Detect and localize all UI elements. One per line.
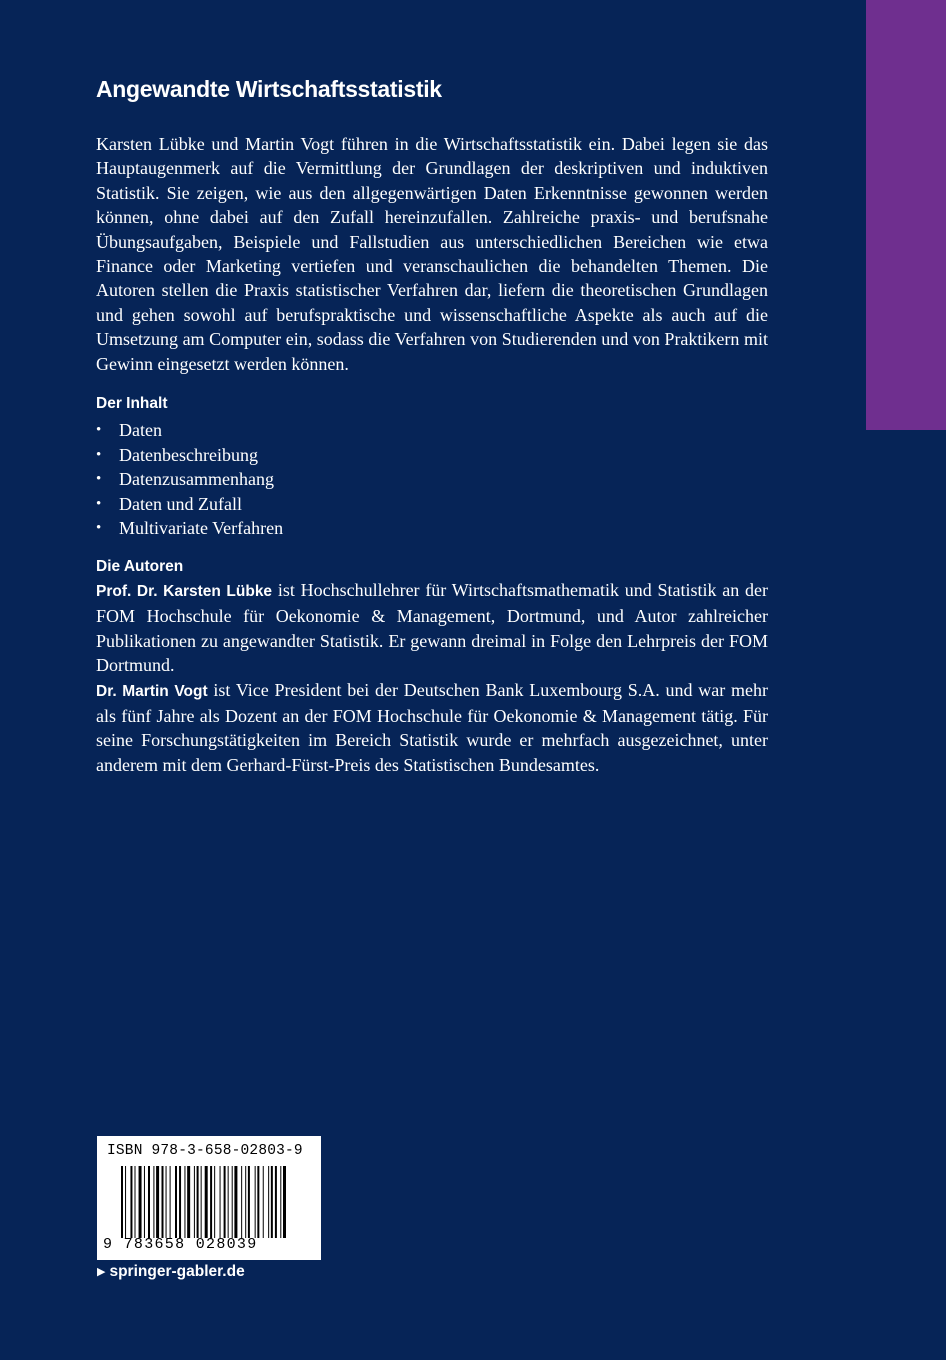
barcode-bar: [214, 1166, 215, 1238]
barcode-bar: [179, 1166, 181, 1238]
barcode-bar: [263, 1166, 264, 1238]
barcode-bar: [224, 1166, 226, 1238]
book-title: Angewandte Wirtschaftsstatistik: [96, 76, 442, 102]
author-name: Prof. Dr. Karsten Lübke: [96, 583, 273, 601]
bullet-icon: •: [96, 471, 102, 488]
barcode-bar: [194, 1166, 195, 1238]
barcode-bar: [245, 1166, 246, 1238]
barcode-bar: [210, 1166, 212, 1238]
barcode-bar: [255, 1166, 256, 1238]
barcode-bar: [125, 1166, 126, 1238]
author-bio-vogt: Dr. Martin Vogt ist Vice President bei der Deutschen Bank Luxembourg S.A. und war mehr als fünf Jahre als Dozent an der FOM Hochschule für Oekonomie & Management tätig. Für seine Forschungstätigkeiten im Bereich Statistik wurde er mehrfach ausgezeichnet, unter anderem mit dem Gerhard-Fürst-Preis des Statistischen Bundesamtes.: [96, 679, 768, 775]
barcode-bar: [257, 1166, 259, 1238]
barcode-bar: [162, 1166, 164, 1238]
barcode-bars-icon: [121, 1166, 313, 1238]
barcode-bar: [280, 1166, 281, 1238]
barcode-bar: [170, 1166, 171, 1238]
barcode-bar: [130, 1166, 132, 1238]
contents-list: [96, 418, 768, 541]
barcode-bar: [220, 1166, 221, 1238]
barcode-bar: [175, 1166, 177, 1238]
barcode-bar: [268, 1166, 269, 1238]
barcode-bar: [166, 1166, 167, 1238]
author-name: Dr. Martin Vogt: [96, 682, 208, 700]
barcode-bar: [201, 1166, 202, 1238]
barcode-bar: [156, 1166, 159, 1238]
barcode-bar: [205, 1166, 208, 1238]
bullet-icon: •: [96, 422, 102, 439]
barcode-bar: [144, 1166, 145, 1238]
isbn-barcode: [97, 1136, 321, 1260]
accent-stripe: [866, 0, 946, 430]
list-item: • Datenzusammenhang: [96, 467, 768, 492]
barcode-bar: [153, 1166, 154, 1238]
list-item: • Datenbeschreibung: [96, 443, 768, 468]
barcode-bar: [228, 1166, 229, 1238]
authors-heading: Die Autoren: [96, 558, 184, 576]
bullet-icon: •: [96, 446, 102, 463]
isbn-label: ISBN 978-3-658-02803-9: [107, 1143, 303, 1159]
list-item: • Daten und Zufall: [96, 492, 768, 517]
barcode-bar: [283, 1166, 286, 1238]
barcode-bar: [248, 1166, 250, 1238]
barcode-bar: [187, 1166, 190, 1238]
barcode-bar: [139, 1166, 142, 1238]
barcode-bar: [241, 1166, 242, 1238]
barcode-bar: [148, 1166, 150, 1238]
list-item: • Multivariate Verfahren: [96, 516, 768, 541]
barcode-bar: [184, 1166, 185, 1238]
book-description: Karsten Lübke und Martin Vogt führen in die Wirtschaftsstatistik ein. Dabei legen sie das Hauptaugenmerk auf die Vermittlung der Grundlagen der deskriptiven und induktiven Statistik. Sie zeigen, wie aus den allgegenwärtigen Daten Erkenntnisse gewonnen werden können, ohne dabei auf den Zufall hereinzufallen. Zahlreiche praxis- und berufsnahe Übungsaufgaben, Beispiele und Fallstudien aus unterschiedlichen Bereichen wie etwa Finance oder Marketing vertiefen und veranschaulichen die behandelten Themen. Die Autoren stellen die Praxis statistischer Verfahren dar, liefern die theoretischen Grundlagen und gehen sowohl auf berufspraktische und wissenschaftliche Aspekte als auch auf die Umsetzung am Computer ein, sodass die Verfahren von Studierenden und von Praktikern mit Gewinn eingesetzt werden können.: [96, 134, 768, 374]
contents-heading: Der Inhalt: [96, 395, 168, 413]
barcode-bar: [135, 1166, 136, 1238]
back-cover-content: [96, 74, 768, 777]
publisher-website[interactable]: ▶ springer-gabler.de: [97, 1263, 245, 1280]
barcode-bar: [234, 1166, 237, 1238]
barcode-bar: [121, 1166, 123, 1238]
barcode-bar: [232, 1166, 233, 1238]
list-item: • Daten: [96, 418, 768, 443]
ean-digits: 9 783658 028039: [103, 1236, 258, 1253]
barcode-bar: [275, 1166, 277, 1238]
bullet-icon: •: [96, 495, 102, 512]
bullet-icon: •: [96, 520, 102, 537]
barcode-bar: [197, 1166, 199, 1238]
barcode-bar: [271, 1166, 273, 1238]
author-bio-luebke: Prof. Dr. Karsten Lübke ist Hochschullehrer für Wirtschaftsmathematik und Statistik an der FOM Hochschule für Oekonomie & Management, Dortmund, und Autor zahlreicher Publikationen zu angewandter Statistik. Er gewann dreimal in Folge den Lehrpreis der FOM Dortmund.: [96, 580, 769, 676]
arrow-right-icon: ▶: [97, 1266, 106, 1278]
